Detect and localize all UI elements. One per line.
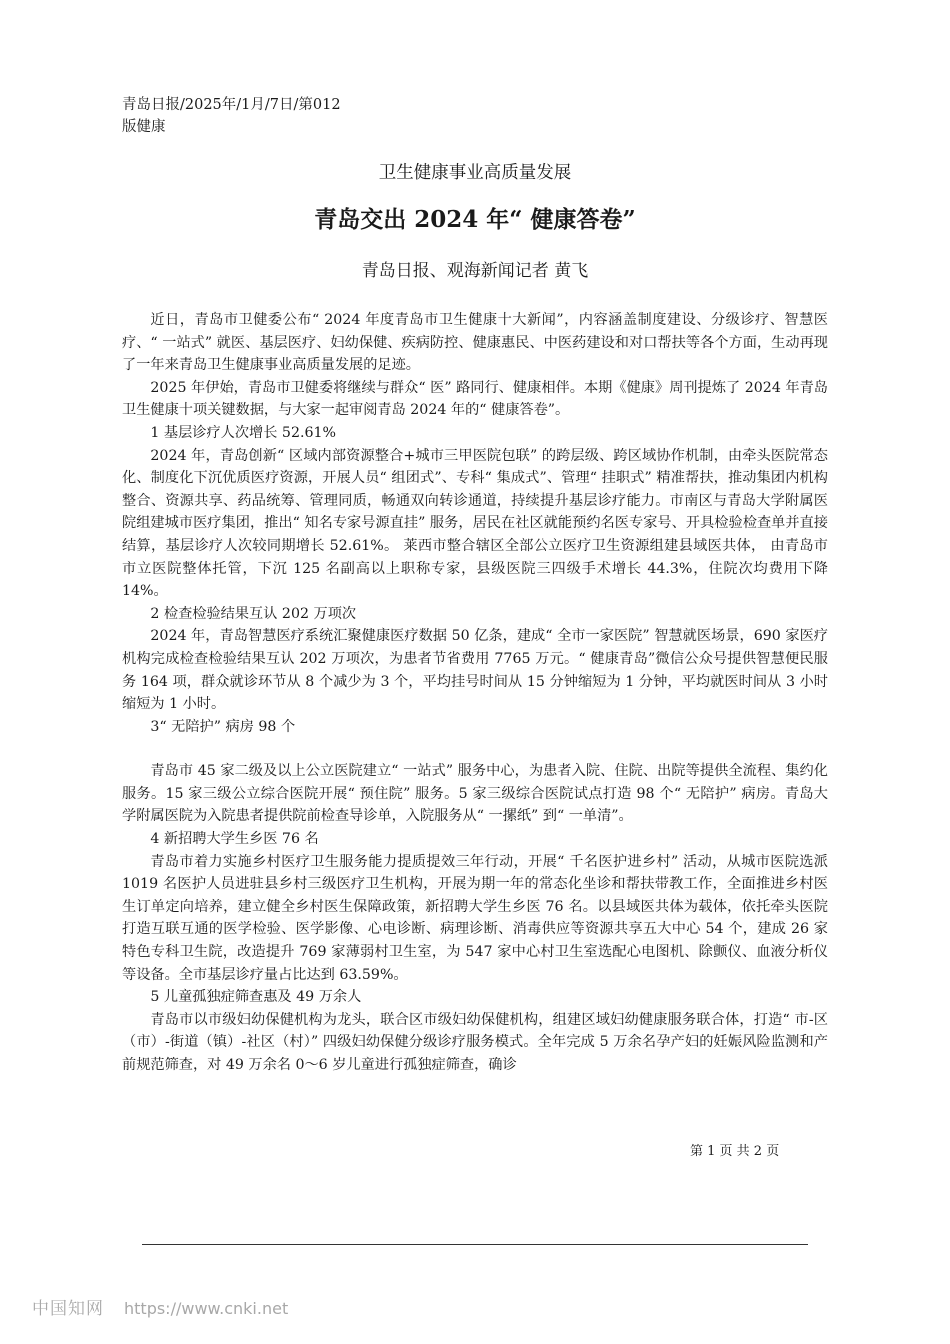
section-heading: 1 基层诊疗人次增长 52.61%: [150, 424, 337, 441]
page-indicator: 第 1 页 共 2 页: [690, 1144, 780, 1159]
source-info: [122, 94, 362, 138]
section-heading: 3“ 无陪护” 病房 98 个: [150, 718, 296, 735]
source-line-continued: 版健康: [122, 119, 166, 135]
article-body: [122, 309, 828, 1077]
watermark: [32, 1294, 288, 1318]
paragraph: 2024 年，青岛智慧医疗系统汇聚健康医疗数据 50 亿条，建成“ 全市一家医院” 智慧就医场景，690 家医疗机构完成检查检验结果互认 202 万项次，为患者节省费用 7765 万元。“ 健康青岛”微信公众号提供智慧便民服务 164 项，群众就诊环节从 8 个减少为 3 个，平均挂号时间从 15 分钟缩短为 1 分钟，平均就医时间从 3 小时缩短为 1 小时。: [122, 628, 828, 713]
paragraph: 青岛市以市级妇幼保健机构为龙头，联合区市级妇幼保健机构，组建区域妇幼健康服务联合体，打造“ 市-区（市）-街道（镇）-社区（村）” 四级妇幼保健分级诊疗服务模式。全年完成 5 万余名孕产妇的妊娠风险监测和产前规范筛查，对 49 万余名 0～6 岁儿童进行孤独症筛查，确诊: [122, 1011, 828, 1073]
paragraph: 青岛市 45 家二级及以上公立医院建立“ 一站式” 服务中心，为患者入院、住院、出院等提供全流程、集约化服务。15 家三级公立综合医院开展“ 预住院” 服务。5 家三级综合医院试点打造 98 个“ 无陪护” 病房。青岛大学附属医院为入院患者提供院前检查导诊单，入院服务从“ 一摞纸” 到“ 一单清”。: [122, 763, 828, 825]
paragraph: 2025 年伊始，青岛市卫健委将继续与群众“ 医” 路同行、健康相伴。本期《健康》周刊提炼了 2024 年青岛卫生健康十项关键数据，与大家一起审阅青岛 2024 年的“ 健康答卷”。: [122, 379, 828, 419]
watermark-url: https://www.cnki.net: [124, 1299, 289, 1318]
source-line: 青岛日报/2025年/1月/7日/第012: [122, 97, 341, 113]
section-heading: 4 新招聘大学生乡医 76 名: [150, 831, 319, 848]
article-title: 青岛交出 2024 年“ 健康答卷”: [314, 206, 636, 233]
section-heading: 5 儿童孤独症筛查惠及 49 万余人: [150, 989, 362, 1006]
article-subtitle: 卫生健康事业高质量发展: [378, 163, 572, 183]
footer-divider: [142, 1244, 808, 1245]
watermark-brand: 中国知网: [32, 1299, 104, 1319]
section-heading: 2 检查检验结果互认 202 万项次: [150, 605, 357, 622]
paragraph: 近日，青岛市卫健委公布“ 2024 年度青岛市卫生健康十大新闻”，内容涵盖制度建设、分级诊疗、智慧医疗、“ 一站式” 就医、基层医疗、妇幼保健、疾病防控、健康惠民、中医药建设和对口帮扶等各个方面，生动再现了一年来青岛卫生健康事业高质量发展的足迹。: [122, 312, 828, 374]
article-byline: 青岛日报、观海新闻记者 黄飞: [361, 261, 589, 281]
paragraph: 2024 年，青岛创新“ 区域内部资源整合+城市三甲医院包联” 的跨层级、跨区域协作机制，由牵头医院常态化、制度化下沉优质医疗资源，开展人员“ 组团式”、专科“ 集成式”、管理“ 挂职式” 精准帮扶，推动集团内机构整合、资源共享、药品统筹、管理同质，畅通双向转诊通道，持续提升基层诊疗能力。市南区与青岛大学附属医院组建城市医疗集团，推出“ 知名专家号源直挂” 服务，居民在社区就能预约名医专家号、开具检验检查单并直接结算，基层诊疗人次较同期增长 52.61%。 莱西市整合辖区全部公立医疗卫生资源组建县域医共体， 由青岛市市立医院整体托管，下沉 125 名副高以上职称专家，县级医院三四级手术增长 44.3%，住院次均费用下降 14%。: [122, 447, 828, 600]
paragraph: 青岛市着力实施乡村医疗卫生服务能力提质提效三年行动，开展“ 千名医护进乡村” 活动，从城市医院选派 1019 名医护人员进驻县乡村三级医疗卫生机构，开展为期一年的常态化坐诊和帮扶带教工作，全面推进乡村医生订单定向培养，建立健全乡村医生保障政策，新招聘大学生乡医 76 名。以县域医共体为载体，依托牵头医院打造互联互通的医学检验、医学影像、心电诊断、病理诊断、消毒供应等资源共享五大中心 54 个，建成 26 家特色专科卫生院，改造提升 769 家薄弱村卫生室，为 547 家中心村卫生室选配心电图机、除颤仪、血液分析仪等设备。全市基层诊疗量占比达到 63.59%。: [122, 853, 828, 983]
